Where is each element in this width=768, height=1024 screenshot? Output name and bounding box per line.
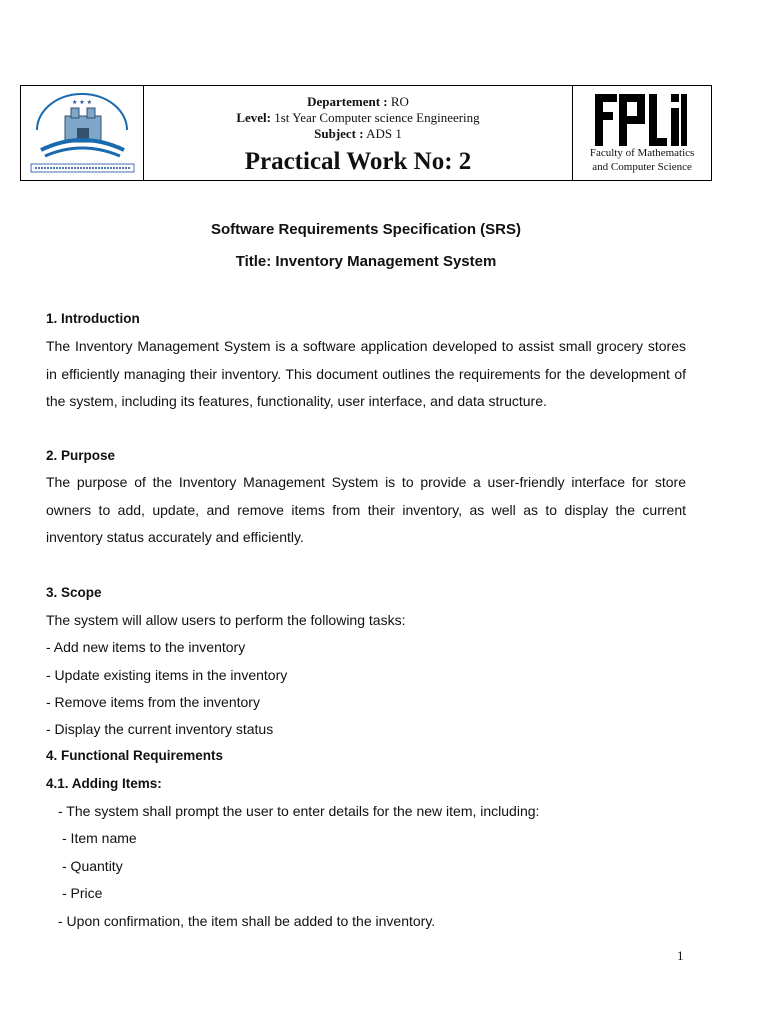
document-header bbox=[20, 85, 712, 181]
scope-item: - Display the current inventory status bbox=[46, 721, 274, 737]
level-value: 1st Year Computer science Engineering bbox=[274, 110, 480, 125]
faculty-logo-cell bbox=[573, 86, 711, 180]
scope-item: - Remove items from the inventory bbox=[46, 694, 260, 710]
subject-value: ADS 1 bbox=[366, 126, 402, 141]
subject-line bbox=[144, 126, 572, 142]
university-logo-cell bbox=[21, 86, 144, 180]
page-number: 1 bbox=[677, 948, 684, 963]
introduction-paragraph: The Inventory Management System is a software application developed to assist small grocery stores in efficiently managing their inventory. This document outlines the requirements for the development of the system, including its features, functionality, user interface, and data structure. bbox=[46, 338, 686, 409]
university-logo-icon bbox=[27, 92, 138, 176]
scope-item: - Update existing items in the inventory bbox=[46, 667, 288, 683]
faculty-logo-icon bbox=[595, 94, 687, 146]
purpose-paragraph: The purpose of the Inventory Management System is to provide a user-friendly interface for store owners to add, update, and remove items from their inventory, as well as to display the current inventory status accurately and efficiently. bbox=[46, 474, 686, 545]
functional-heading: 4. Functional Requirements bbox=[46, 748, 224, 763]
departement-line bbox=[144, 94, 572, 110]
departement-value: RO bbox=[390, 94, 409, 109]
scope-heading: 3. Scope bbox=[46, 585, 102, 600]
system-title: Title: Inventory Management System bbox=[235, 253, 497, 270]
faculty-line-1: Faculty of Mathematics bbox=[589, 147, 695, 159]
practical-work-title: Practical Work No: 2 bbox=[244, 148, 472, 175]
adding-items-confirm: - Upon confirmation, the item shall be added to the inventory. bbox=[58, 913, 436, 929]
faculty-name bbox=[573, 146, 711, 174]
svg-text:★ ★ ★: ★ ★ ★ bbox=[72, 99, 92, 106]
level-label: Level: bbox=[236, 110, 271, 125]
departement-label: Departement : bbox=[307, 94, 388, 109]
srs-title: Software Requirements Specification (SRS) bbox=[210, 221, 522, 238]
level-line bbox=[144, 110, 572, 126]
adding-items-heading: 4.1. Adding Items: bbox=[46, 776, 162, 791]
course-info-cell bbox=[144, 86, 573, 180]
scope-intro: The system will allow users to perform the following tasks: bbox=[46, 612, 406, 628]
purpose-heading: 2. Purpose bbox=[46, 448, 116, 463]
scope-item: - Add new items to the inventory bbox=[46, 639, 246, 655]
item-detail: - Item name bbox=[62, 830, 137, 846]
item-detail: - Price bbox=[62, 885, 103, 901]
subject-label: Subject : bbox=[314, 126, 364, 141]
faculty-line-2: and Computer Science bbox=[592, 161, 692, 173]
item-detail: - Quantity bbox=[62, 858, 123, 874]
adding-items-prompt: - The system shall prompt the user to enter details for the new item, including: bbox=[58, 803, 540, 819]
introduction-heading: 1. Introduction bbox=[46, 311, 140, 326]
